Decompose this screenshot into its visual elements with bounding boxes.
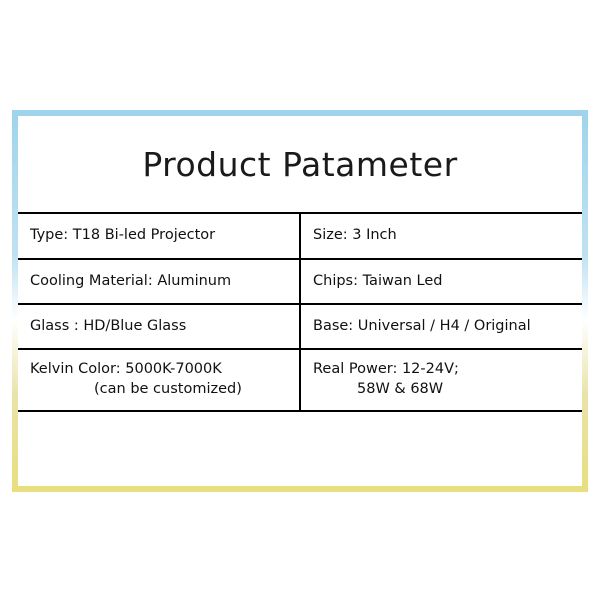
spec-cell-type: Type: T18 Bi-led Projector: [18, 214, 300, 259]
spec-kelvin-note: (can be customized): [94, 381, 242, 397]
table-row: [18, 259, 582, 304]
table-row: [18, 349, 582, 411]
spec-cell-glass: Glass : HD/Blue Glass: [18, 304, 300, 349]
spec-cell-base: Base: Universal / H4 / Original: [300, 304, 582, 349]
table-row: [18, 214, 582, 259]
spec-power-note: 58W & 68W: [357, 381, 444, 397]
spec-cell-real-power: [300, 349, 582, 411]
decorative-gradient-frame: [12, 110, 588, 492]
spec-power-main: Real Power: 12-24V;: [313, 361, 459, 378]
title-area: [18, 116, 582, 214]
spec-cell-kelvin-color: [18, 349, 300, 411]
table-row: [18, 304, 582, 349]
parameter-card: [18, 116, 582, 486]
spec-cell-cooling-material: Cooling Material: Aluminum: [18, 259, 300, 304]
specification-table: [18, 214, 582, 412]
spec-cell-size: Size: 3 Inch: [313, 227, 397, 244]
page-title: Product Patameter: [142, 144, 458, 184]
spec-cell-chips: Chips: Taiwan Led: [300, 259, 582, 304]
spec-kelvin-main: Kelvin Color: 5000K-7000K: [30, 361, 222, 378]
